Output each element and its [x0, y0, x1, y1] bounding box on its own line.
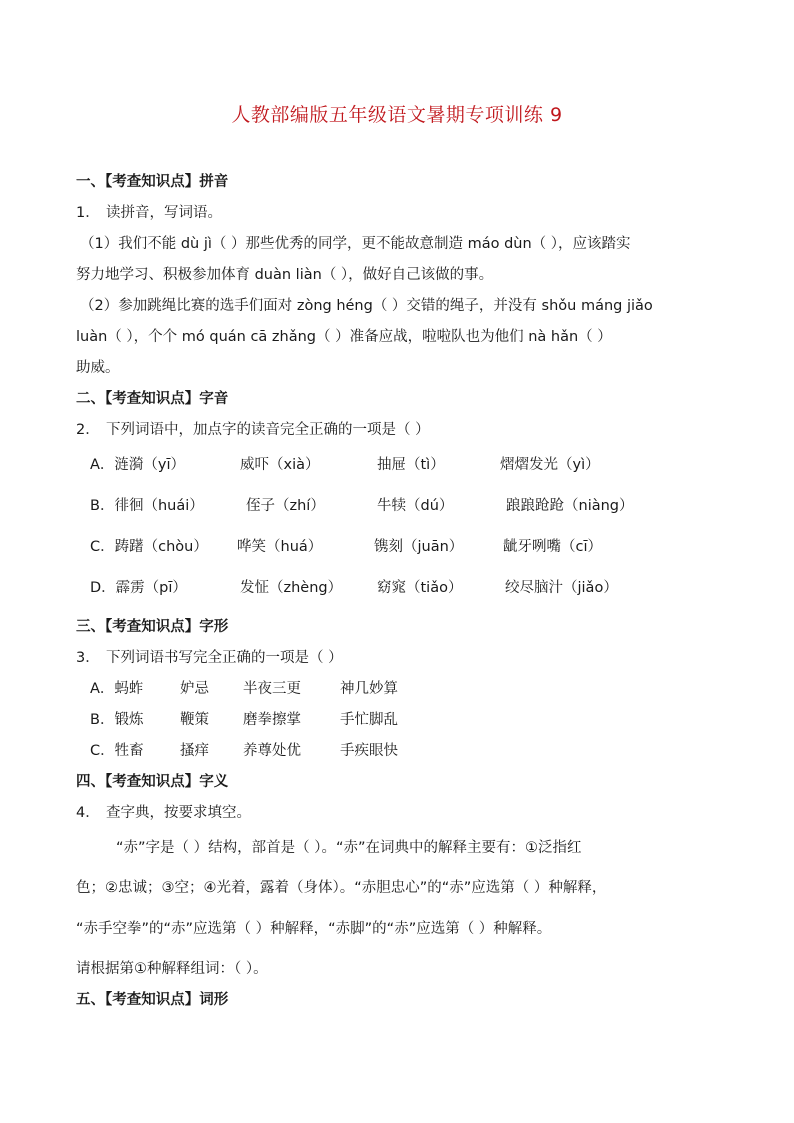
option-c-word-4: 龇牙咧嘴（cī） [503, 539, 603, 555]
question-4-text: 查字典，按要求填空。 [106, 805, 251, 821]
question-4 [76, 801, 251, 822]
q3-option-a-word-1: A．蚂蚱 [90, 681, 144, 697]
question-1-line-3: （2）参加跳绳比赛的选手们面对 zòng héng（ ）交错的绳子，并没有 shǒu máng jiǎo [80, 298, 653, 314]
q3-option-a-word-4: 神几妙算 [340, 681, 398, 697]
question-2-number: 2． [76, 422, 100, 438]
option-d-word-3: 窈窕（tiǎo） [377, 580, 463, 596]
option-b-word-1: B．徘徊（huái） [90, 498, 204, 514]
question-1-line-4: luàn（ ），个个 mó quán cā zhǎng（ ）准备应战，啦啦队也为他们 nà hǎn（ ） [76, 329, 612, 345]
option-c-word-2: 哗笑（huá） [237, 539, 323, 555]
q3-option-c-word-4: 手疾眼快 [340, 743, 398, 759]
option-b-word-3: 牛犊（dú） [377, 498, 454, 514]
question-4-line-1: “赤”字是（ ）结构，部首是（ ）。“赤”在词典中的解释主要有：①泛指红 [116, 840, 582, 856]
question-3-text: 下列词语书写完全正确的一项是（ ） [106, 650, 343, 666]
section-1-header: 一、【考查知识点】拼音 [76, 174, 229, 190]
option-a-word-4: 熠熠发光（yì） [500, 457, 600, 473]
section-2-header: 二、【考查知识点】字音 [76, 391, 229, 407]
q3-option-a-word-2: 妒忌 [180, 681, 209, 697]
question-1-line-2: 努力地学习、积极参加体育 duàn liàn（ ），做好自己该做的事。 [76, 267, 494, 283]
question-1-number: 1． [76, 205, 100, 221]
question-2 [76, 418, 430, 439]
section-5-header: 五、【考查知识点】词形 [76, 992, 229, 1008]
question-2-text: 下列词语中，加点字的读音完全正确的一项是（ ） [106, 422, 430, 438]
question-4-number: 4． [76, 805, 100, 821]
question-3 [76, 646, 343, 667]
q3-option-b-word-2: 鞭策 [180, 712, 209, 728]
question-4-line-3: “赤手空拳”的“赤”应选第（ ）种解释，“赤脚”的“赤”应选第（ ）种解释。 [76, 921, 552, 937]
section-3-header: 三、【考查知识点】字形 [76, 619, 229, 635]
option-b-word-2: 侄子（zhí） [246, 498, 325, 514]
question-1-text: 读拼音，写词语。 [106, 205, 222, 221]
question-4-line-4: 请根据第①种解释组词：（ ）。 [76, 961, 268, 977]
section-4-header: 四、【考查知识点】字义 [76, 774, 229, 790]
option-b-word-4: 踉踉跄跄（niàng） [506, 498, 634, 514]
option-a-word-1: A．涟漪（yī） [90, 457, 186, 473]
option-d-word-4: 绞尽脑汁（jiǎo） [505, 580, 618, 596]
q3-option-b-word-3: 磨拳擦掌 [243, 712, 301, 728]
question-1 [76, 201, 222, 222]
q3-option-c-word-3: 养尊处优 [243, 743, 301, 759]
q3-option-c-word-1: C．牲畜 [90, 743, 144, 759]
q3-option-b-word-1: B．锻炼 [90, 712, 144, 728]
q3-option-c-word-2: 搔痒 [180, 743, 209, 759]
question-1-line-1: （1）我们不能 dù jì（ ）那些优秀的同学，更不能故意制造 máo dùn（ ），应该踏实 [80, 236, 631, 252]
question-1-line-5: 助威。 [76, 360, 120, 376]
question-4-line-2: 色；②忠诚；③空；④光着，露着（身体）。“赤胆忠心”的“赤”应选第（ ）种解释， [76, 880, 607, 896]
option-a-word-2: 威吓（xià） [240, 457, 320, 473]
q3-option-a-word-3: 半夜三更 [243, 681, 301, 697]
page-title: 人教部编版五年级语文暑期专项训练 9 [231, 104, 563, 126]
option-c-word-3: 镌刻（juān） [374, 539, 464, 555]
question-3-number: 3． [76, 650, 100, 666]
option-d-word-1: D．霹雳（pī） [90, 580, 187, 596]
option-d-word-2: 发怔（zhèng） [240, 580, 343, 596]
option-a-word-3: 抽屉（tì） [377, 457, 445, 473]
q3-option-b-word-4: 手忙脚乱 [340, 712, 398, 728]
option-c-word-1: C．踌躇（chòu） [90, 539, 208, 555]
